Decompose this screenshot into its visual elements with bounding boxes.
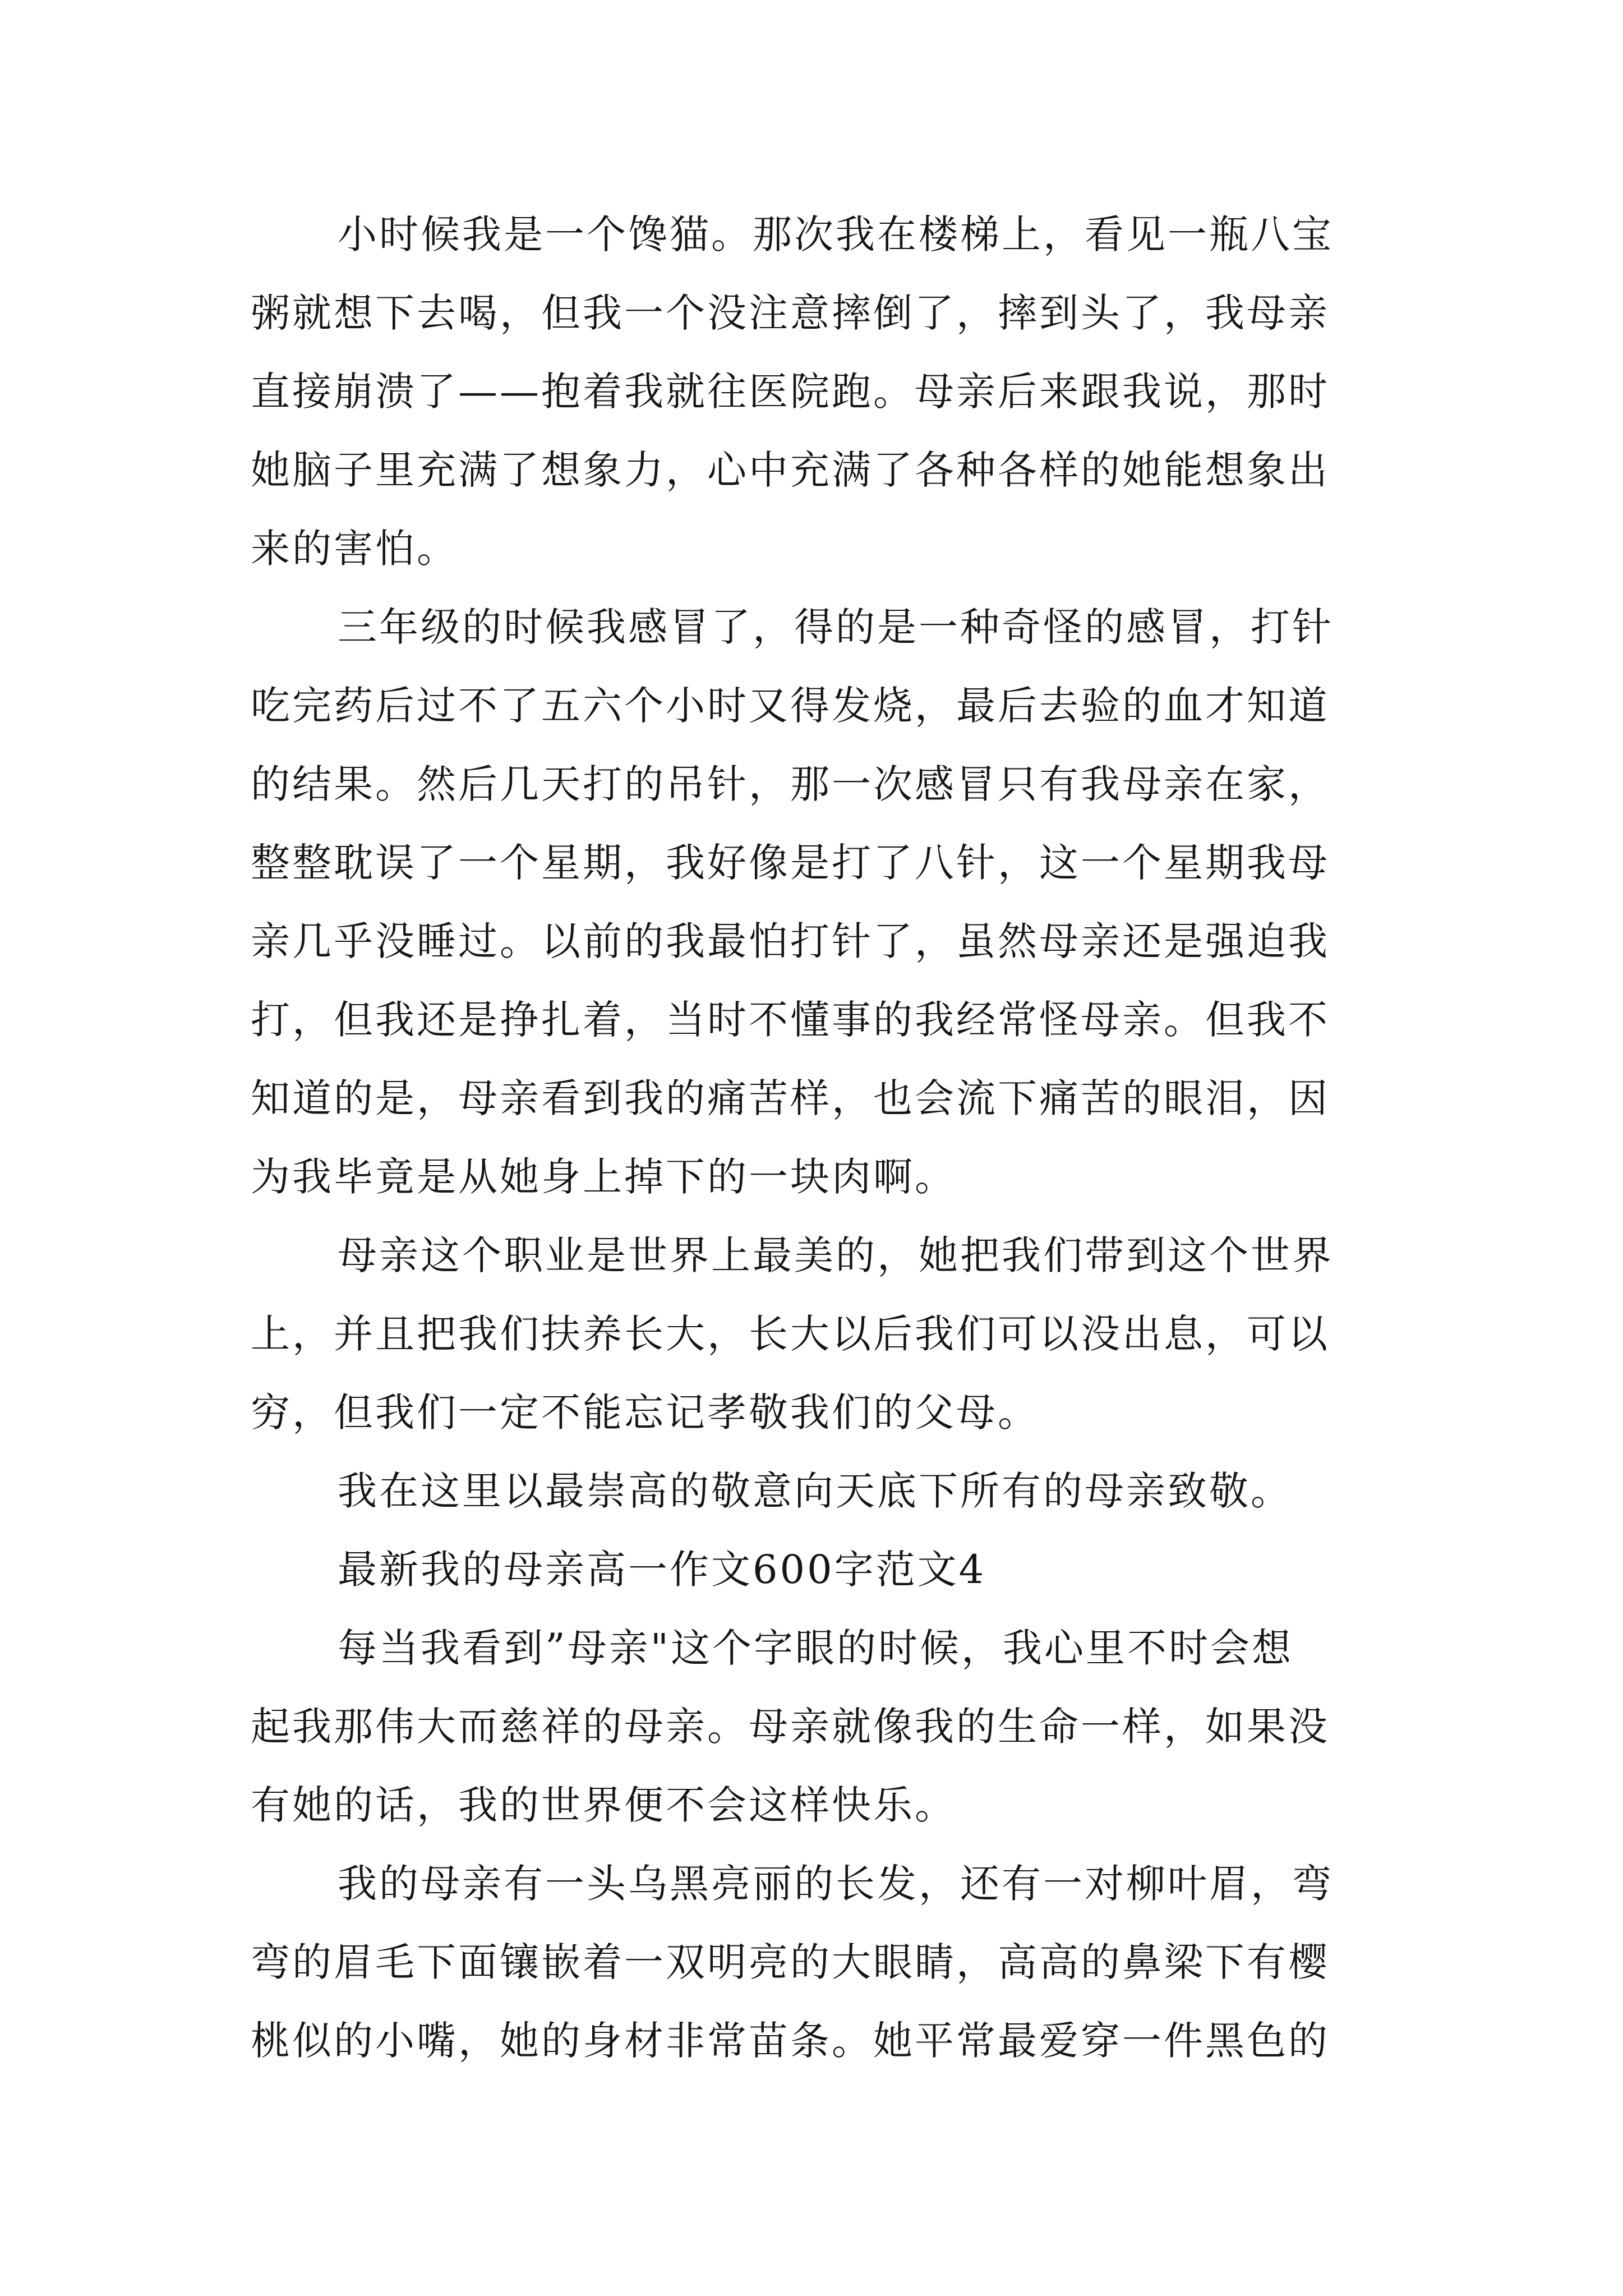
- paragraph-mother-profession: [251, 1216, 1384, 1452]
- paragraph-childhood-fall: [251, 195, 1384, 588]
- text-line: 三年级的时候我感冒了，得的是一种奇怪的感冒，打针: [338, 604, 1334, 650]
- paragraph-mother-appearance: [251, 1844, 1384, 2080]
- paragraph-tribute: [251, 1452, 1384, 1530]
- paragraph-mother-word: [251, 1609, 1384, 1844]
- text-line: 亲几乎没睡过。以前的我最怕打针了，虽然母亲还是强迫我: [251, 918, 1330, 964]
- text-line: 吃完药后过不了五六个小时又得发烧，最后去验的血才知道: [251, 683, 1330, 729]
- text-line: 桃似的小嘴，她的身材非常苗条。她平常最爱穿一件黑色的: [251, 2018, 1330, 2064]
- paragraph-third-grade-cold: [251, 588, 1384, 1216]
- text-line: 小时候我是一个馋猫。那次我在楼梯上，看见一瓶八宝: [338, 211, 1334, 257]
- text-line: 她脑子里充满了想象力，心中充满了各种各样的她能想象出: [251, 447, 1330, 493]
- text-line: 我在这里以最崇高的敬意向天底下所有的母亲致敬。: [338, 1468, 1292, 1514]
- text-line: 直接崩溃了——抱着我就往医院跑。母亲后来跟我说，那时: [251, 369, 1330, 415]
- document-body: [251, 195, 1384, 2080]
- text-line: 打，但我还是挣扎着，当时不懂事的我经常怪母亲。但我不: [251, 997, 1330, 1043]
- text-line: 每当我看到”母亲"这个字眼的时候，我心里不时会想: [338, 1625, 1293, 1671]
- text-line: 有她的话，我的世界便不会这样快乐。: [251, 1782, 956, 1828]
- text-line: 弯的眉毛下面镶嵌着一双明亮的大眼睛，高高的鼻梁下有樱: [251, 1939, 1330, 1985]
- text-line: 的结果。然后几天打的吊针，那一次感冒只有我母亲在家，: [251, 761, 1330, 807]
- section-heading: [251, 1530, 1384, 1609]
- text-line: 上，并且把我们扶养长大，长大以后我们可以没出息，可以: [251, 1311, 1330, 1357]
- text-line: 起我那伟大而慈祥的母亲。母亲就像我的生命一样，如果没: [251, 1704, 1330, 1750]
- text-line: 整整耽误了一个星期，我好像是打了八针，这一个星期我母: [251, 840, 1330, 886]
- text-line: 来的害怕。: [251, 526, 458, 572]
- text-line: 我的母亲有一头乌黑亮丽的长发，还有一对柳叶眉，弯: [338, 1861, 1334, 1907]
- text-line: 穷，但我们一定不能忘记孝敬我们的父母。: [251, 1389, 1039, 1435]
- text-line: 知道的是，母亲看到我的痛苦样，也会流下痛苦的眼泪，因: [251, 1075, 1330, 1121]
- text-line: 为我毕竟是从她身上掉下的一块肉啊。: [251, 1154, 956, 1200]
- text-line: 粥就想下去喝，但我一个没注意摔倒了，摔到头了，我母亲: [251, 290, 1330, 336]
- text-line: 母亲这个职业是世界上最美的，她把我们带到这个世界: [338, 1232, 1334, 1278]
- essay-title: 最新我的母亲高一作文600字范文4: [338, 1547, 986, 1593]
